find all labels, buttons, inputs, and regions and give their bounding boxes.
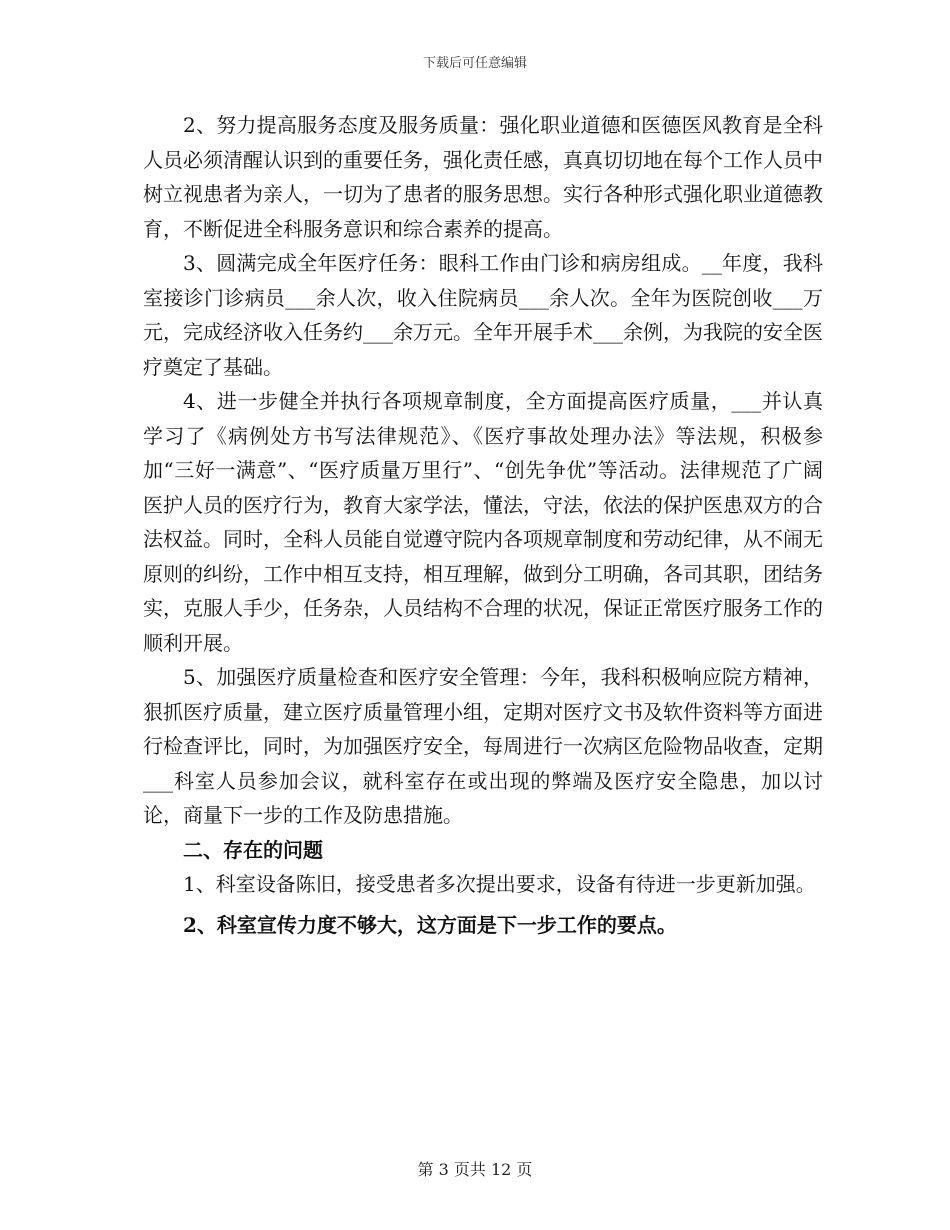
document-body: [143, 108, 823, 942]
paragraph-medical-tasks: 3、圆满完成全年医疗任务：眼科工作由门诊和病房组成。__年度，我科室接诊门诊病员___余人次，收入住院病员___余人次。全年为医院创收___万元，完成经济收入任务约___余万元。全年开展手术___余例，为我院的安全医疗奠定了基础。: [143, 251, 823, 379]
paragraph-equipment: 1、科室设备陈旧，接受患者多次提出要求，设备有待进一步更新加强。: [183, 872, 816, 896]
paragraph-service-quality: 2、努力提高服务态度及服务质量：强化职业道德和医德医风教育是全科人员必须清醒认识到的重要任务，强化责任感，真真切切地在每个工作人员中树立视患者为亲人，一切为了患者的服务思想。实行各种形式强化职业道德教育，不断促进全科服务意识和综合素养的提高。: [143, 113, 823, 241]
section-heading-problems: 二、存在的问题: [183, 837, 323, 862]
page-header-note: 下载后可任意编辑: [422, 56, 527, 71]
paragraph-regulations: 4、进一步健全并执行各项规章制度，全方面提高医疗质量，___并认真学习了《病例处方书写法律规范》、《医疗事故处理办法》等法规，积极参加“三好一满意”、“医疗质量万里行”、“创先争优”等活动。法律规范了广阔医护人员的医疗行为，教育大家学法，懂法，守法，依法的保护医患双方的合法权益。同时，全科人员能自觉遵守院内各项规章制度和劳动纪律，从不闹无原则的纠纷，工作中相互支持，相互理解，做到分工明确，各司其职，团结务实，克服人手少，任务杂，人员结构不合理的状况，保证正常医疗服务工作的顺利开展。: [143, 389, 823, 655]
paragraph-publicity: 2、科室宣传力度不够大，这方面是下一步工作的要点。: [183, 912, 677, 937]
paragraph-quality-safety: 5、加强医疗质量检查和医疗安全管理：今年，我科积极响应院方精神，狠抓医疗质量，建立医疗质量管理小组，定期对医疗文书及软件资料等方面进行检查评比，同时，为加强医疗安全，每周进行一次病区危险物品收查，定期___科室人员参加会议，就科室存在或出现的弊端及医疗安全隐患，加以讨论，商量下一步的工作及防患措施。: [143, 665, 823, 827]
page-number-footer: 第 3 页共 12 页: [417, 1160, 533, 1179]
